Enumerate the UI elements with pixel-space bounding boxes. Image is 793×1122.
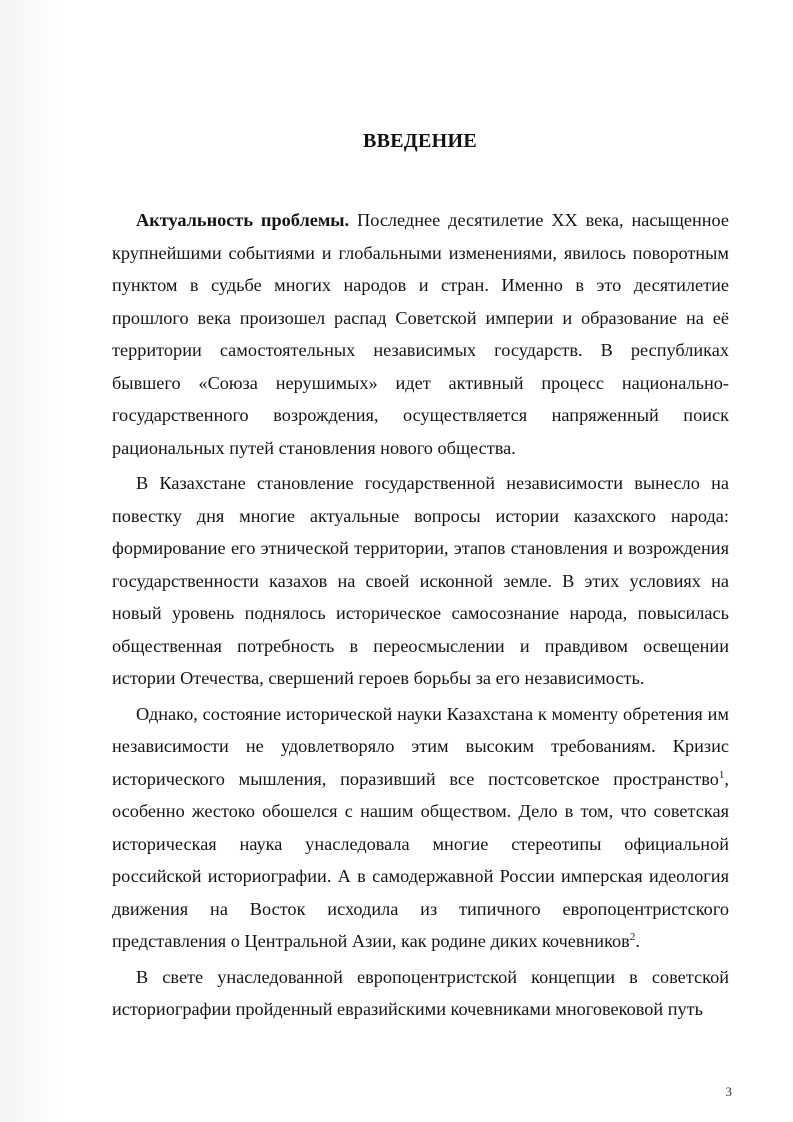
paragraph-kazakhstan	[112, 467, 729, 695]
paragraph-historical-science	[112, 698, 729, 958]
paragraph-text: Последнее десятилетие XX века, насыщенное крупнейшими событиями и глобальными изменениями, явилось поворотным пунктом в судьбе многих народов и стран. Именно в это десятилетие прошлого века произошел распад Советской империи и образование на её территории самостоятельных независимых государств. В республиках бывшего «Союза нерушимых» идет активный процесс национально-государственного возрождения, осуществляется напряженный поиск рациональных путей становления нового общества.	[112, 210, 729, 458]
scan-shadow-edge	[0, 0, 62, 1122]
paragraph-text: , особенно жестоко обошелся с нашим обществом. Дело в том, что советская историческая наука унаследовала многие стереотипы официальной российской историографии. А в самодержавной России имперская идеология движения на Восток исходила из типичного европоцентристского представления о Центральной Азии, как родине диких кочевников	[112, 768, 729, 951]
page-number: 3	[725, 1084, 732, 1099]
paragraph-text: В Казахстане становление государственной независимости вынесло на повестку дня многие актуальные вопросы истории казахского народа: формирование его этнической территории, этапов становления и возрождения государственности казахов на своей исконной земле. В этих условиях на новый уровень поднялось историческое самосознание народа, повысилась общественная потребность в переосмыслении и правдивом освещении истории Отечества, свершений героев борьбы за его независимость.	[112, 473, 729, 688]
paragraph-text: Однако, состояние исторической науки Казахстана к моменту обретения им независимости не удовлетворяло этим высоким требованиям. Кризис исторического мышления, поразивший все постсоветское пространство	[112, 703, 729, 789]
paragraph-eurocentric	[112, 961, 729, 1026]
page-title: ВВЕДЕНИЕ	[363, 130, 477, 152]
paragraph-text: .	[635, 931, 640, 951]
body-text	[112, 204, 729, 1029]
paragraph-text: В свете унаследованной европоцентристской концепции в советской историографии пройденный евразийскими кочевниками многовековой путь	[112, 966, 729, 1019]
footnote-ref-1[interactable]: 1	[718, 768, 725, 781]
footnote-ref-2[interactable]: 2	[629, 930, 636, 943]
paragraph-relevance	[112, 204, 729, 464]
paragraph-lead-term: Актуальность проблемы.	[136, 210, 350, 230]
